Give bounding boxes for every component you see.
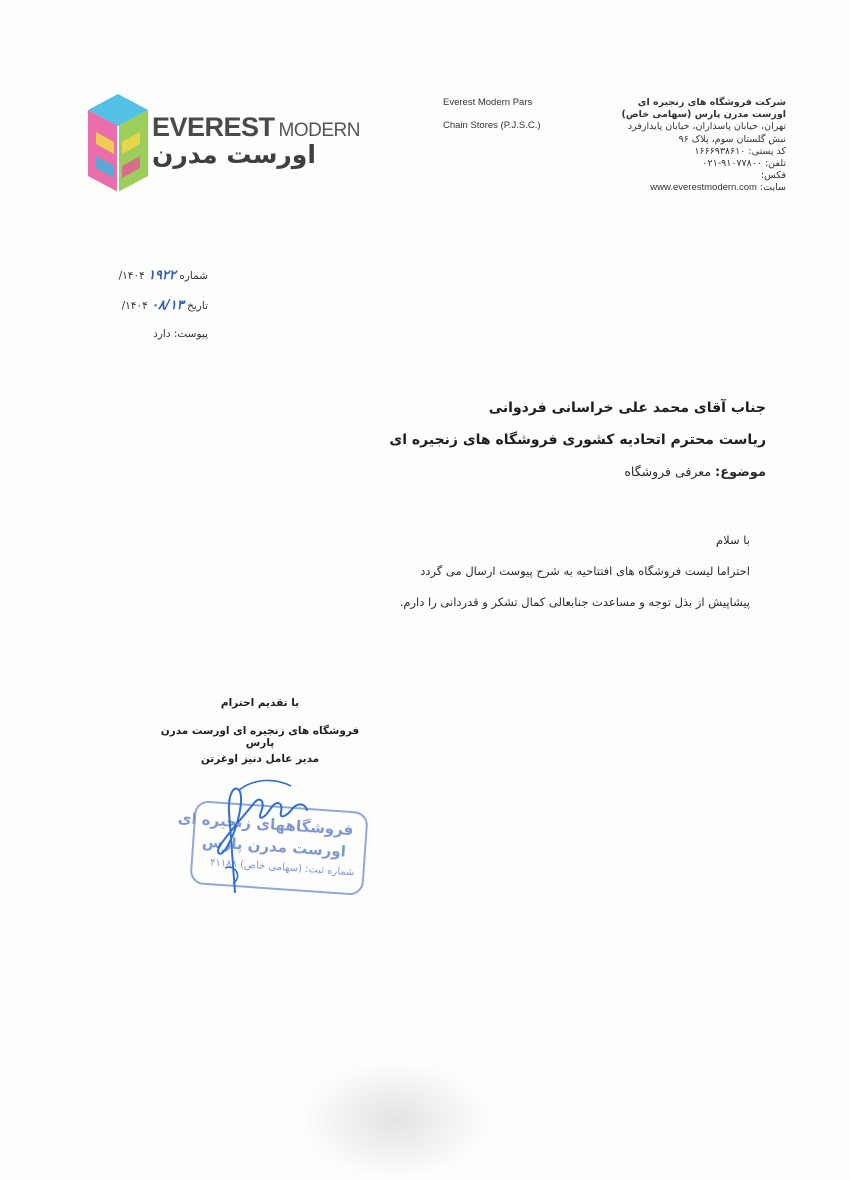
body-greeting: با سلام	[716, 533, 750, 547]
recipient-title: ریاست محترم اتحادیه کشوری فروشگاه های زنجیره ای	[389, 432, 766, 448]
letter-attachment: پیوست: دارد	[153, 328, 208, 340]
closing-company: فروشگاه های زنجیره ای اورست مدرن پارس	[160, 725, 360, 749]
subject-label: موضوع:	[715, 465, 766, 480]
company-logo	[86, 92, 366, 202]
recipient-name: جناب آقای محمد علی خراسانی فردوانی	[488, 400, 766, 416]
letter-meta	[60, 268, 208, 358]
logo-modern: MODERN	[278, 120, 360, 141]
recipient-block	[166, 400, 766, 494]
company-fa-phone: تلفن: ۹۱۰۷۷۸۰۰-۰۲۱	[702, 158, 786, 170]
subject-text: معرفی فروشگاه	[624, 464, 712, 479]
company-fa-site-row	[556, 182, 786, 194]
closing-regards: با تقدیم احترام	[220, 697, 300, 709]
company-info-fa	[556, 97, 786, 195]
letter-number-value: ۱۹۲۲	[148, 268, 177, 283]
company-fa-address2: نبش گلستان سوم، پلاک ۹۶	[678, 133, 786, 145]
letter-date-year: ۱۴۰۴/	[121, 300, 148, 312]
letter-date-value: ۰۸/۱۳	[151, 298, 184, 313]
company-website-link[interactable]: www.everestmodern.com	[650, 182, 757, 194]
stamp-line-2: اورست مدرن پارس	[201, 832, 347, 861]
letter-body	[230, 535, 750, 628]
company-fa-postal: کد پستی: ۱۶۶۶۹۳۸۶۱۰	[694, 145, 786, 157]
signature-icon	[195, 772, 325, 902]
company-fa-site-label: سایت:	[759, 182, 786, 194]
letter-number-label: شماره	[179, 270, 208, 282]
stamp-line-3: شماره ثبت: (سهامی خاص) ۴۱۱۸۸	[209, 857, 355, 879]
company-en-line2: Chain Stores (P.J.S.C.)	[443, 119, 541, 131]
closing-block	[150, 697, 370, 781]
company-fa-fax: فکس:	[760, 170, 786, 182]
logo-cube-icon	[86, 92, 150, 196]
company-en-line1: Everest Modern Pars	[443, 97, 533, 108]
letter-number-year: ۱۴۰۴/	[118, 270, 145, 282]
letter-date	[60, 298, 208, 328]
logo-everest: EVEREST	[152, 112, 275, 142]
body-line-2: پیشاپیش از بذل توجه و مساعدت جنابعالی کمال تشکر و قدردانی را دارم.	[399, 595, 750, 609]
closing-signatory: مدیر عامل دنیز اوغرتن	[200, 753, 320, 765]
letter-number	[60, 268, 208, 298]
stamp-line-1: فروشگاههای زنجیره ای	[177, 808, 355, 840]
logo-text-fa: اورست مدرن	[152, 140, 316, 169]
company-fa-line1: شرکت فروشگاه های زنجیره ای	[637, 97, 786, 108]
company-name-en	[443, 98, 541, 130]
scan-smudge	[300, 1060, 490, 1180]
company-fa-address1: تهران، خیابان پاسداران، خیابان پایدارفرد	[627, 121, 786, 133]
logo-text-en	[152, 112, 360, 143]
body-line-1: احتراما لیست فروشگاه های افتتاحیه به شرح پیوست ارسال می گردد	[420, 564, 750, 578]
letter-date-label: تاریخ	[187, 300, 208, 312]
subject-line	[166, 464, 766, 494]
company-fa-line2: اورست مدرن پارس (سهامی خاص)	[621, 109, 786, 121]
